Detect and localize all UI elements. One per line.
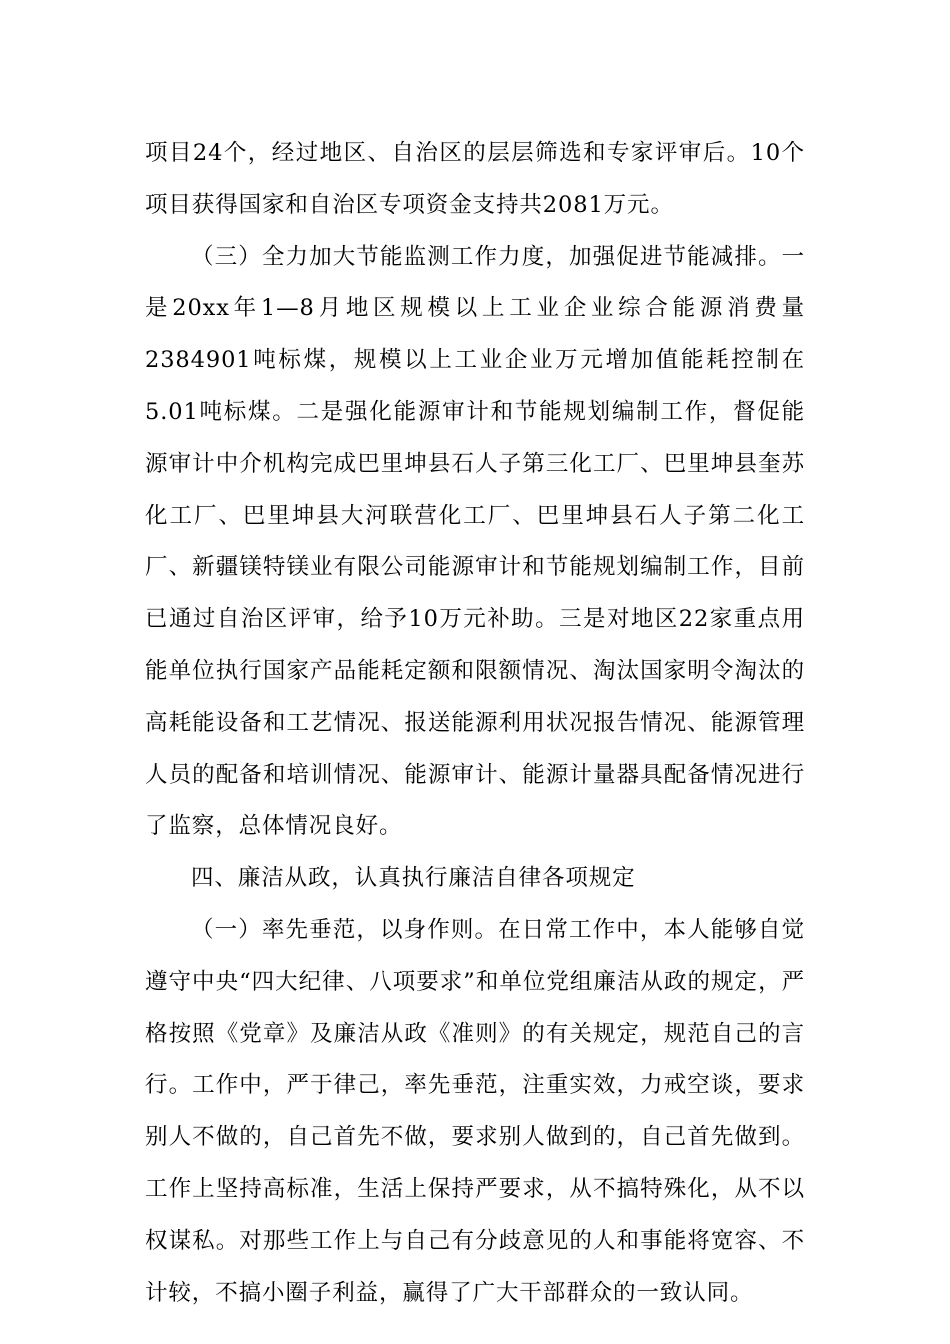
paragraph-continuation: 项目24个，经过地区、自治区的层层筛选和专家评审后。10个项目获得国家和自治区专项资金支持共2081万元。 bbox=[145, 140, 805, 218]
paragraph-energy-monitoring: （三）全力加大节能监测工作力度，加强促进节能减排。一是20xx年1—8月地区规模以上工业企业综合能源消费量2384901吨标煤，规模以上工业企业万元增加值能耗控制在5.01吨标煤。二是强化能源审计和节能规划编制工作，督促能源审计中介机构完成巴里坤县石人子第三化工厂、巴里坤县奎苏化工厂、巴里坤县大河联营化工厂、巴里坤县石人子第二化工厂、新疆镁特镁业有限公司能源审计和节能规划编制工作，目前已通过自治区评审，给予10万元补助。三是对地区22家重点用能单位执行国家产品能耗定额和限额情况、淘汰国家明令淘汰的高耗能设备和工艺情况、报送能源利用状况报告情况、能源管理人员的配备和培训情况、能源审计、能源计量器具配备情况进行了监察，总体情况良好。 bbox=[145, 243, 805, 840]
section-heading-integrity: 四、廉洁从政，认真执行廉洁自律各项规定 bbox=[191, 865, 636, 892]
document-body bbox=[145, 128, 805, 1319]
paragraph-lead-by-example: （一）率先垂范，以身作则。在日常工作中，本人能够自觉遵守中央“四大纪律、八项要求”和单位党组廉洁从政的规定，严格按照《党章》及廉洁从政《准则》的有关规定，规范自己的言行。工作中，严于律己，率先垂范，注重实效，力戒空谈，要求别人不做的，自己首先不做，要求别人做到的，自己首先做到。工作上坚持高标准，生活上保持严要求，从不搞特殊化，从不以权谋私。对那些工作上与自己有分歧意见的人和事能将宽容、不计较，不搞小圈子利益，赢得了广大干部群众的一致认同。 bbox=[145, 916, 805, 1306]
